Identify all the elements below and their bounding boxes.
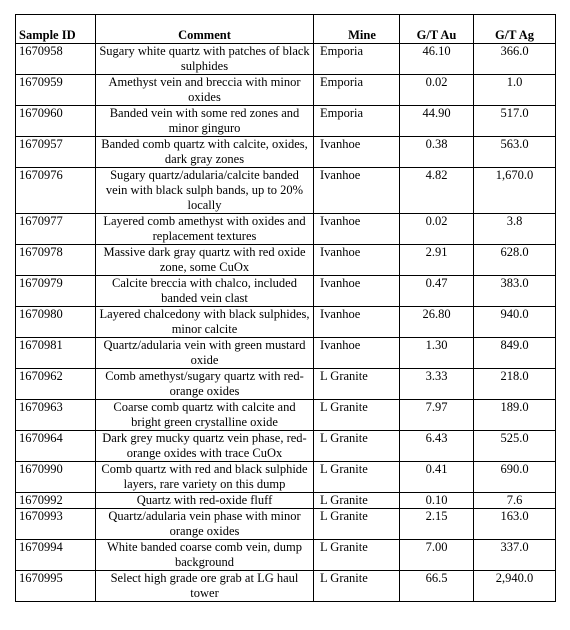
cell-gold-grade: 0.38 <box>400 137 474 168</box>
cell-mine: Ivanhoe <box>314 276 400 307</box>
cell-sample-id: 1670964 <box>16 431 96 462</box>
cell-mine: L Granite <box>314 540 400 571</box>
table-row <box>16 214 556 245</box>
cell-comment: Massive dark gray quartz with red oxide zone, some CuOx <box>96 245 314 276</box>
cell-silver-grade: 2,940.0 <box>474 571 556 602</box>
cell-comment: Quartz with red-oxide fluff <box>96 493 314 509</box>
cell-silver-grade: 690.0 <box>474 462 556 493</box>
table-row <box>16 462 556 493</box>
cell-silver-grade: 3.8 <box>474 214 556 245</box>
cell-mine: L Granite <box>314 571 400 602</box>
table-row <box>16 509 556 540</box>
table-row <box>16 168 556 214</box>
table-row <box>16 276 556 307</box>
cell-comment: Banded vein with some red zones and minor ginguro <box>96 106 314 137</box>
cell-gold-grade: 0.10 <box>400 493 474 509</box>
cell-silver-grade: 218.0 <box>474 369 556 400</box>
cell-comment: Dark grey mucky quartz vein phase, red-orange oxides with trace CuOx <box>96 431 314 462</box>
cell-gold-grade: 0.47 <box>400 276 474 307</box>
cell-mine: L Granite <box>314 493 400 509</box>
cell-gold-grade: 2.15 <box>400 509 474 540</box>
table-body <box>16 44 556 602</box>
table-row <box>16 106 556 137</box>
assay-results-table <box>15 14 556 602</box>
cell-sample-id: 1670957 <box>16 137 96 168</box>
cell-sample-id: 1670959 <box>16 75 96 106</box>
cell-silver-grade: 366.0 <box>474 44 556 75</box>
cell-mine: Emporia <box>314 44 400 75</box>
header-comment: Comment <box>96 15 314 44</box>
cell-gold-grade: 6.43 <box>400 431 474 462</box>
cell-comment: Comb quartz with red and black sulphide layers, rare variety on this dump <box>96 462 314 493</box>
cell-comment: Sugary white quartz with patches of black sulphides <box>96 44 314 75</box>
cell-comment: Amethyst vein and breccia with minor oxides <box>96 75 314 106</box>
cell-comment: Quartz/adularia vein with green mustard oxide <box>96 338 314 369</box>
table-row <box>16 338 556 369</box>
cell-mine: Ivanhoe <box>314 137 400 168</box>
header-gold-grade: G/T Au <box>400 15 474 44</box>
cell-gold-grade: 7.97 <box>400 400 474 431</box>
cell-gold-grade: 4.82 <box>400 168 474 214</box>
table-row <box>16 137 556 168</box>
header-mine: Mine <box>314 15 400 44</box>
cell-silver-grade: 189.0 <box>474 400 556 431</box>
cell-mine: Ivanhoe <box>314 245 400 276</box>
cell-comment: Coarse comb quartz with calcite and bright green crystalline oxide <box>96 400 314 431</box>
cell-gold-grade: 44.90 <box>400 106 474 137</box>
cell-mine: Ivanhoe <box>314 307 400 338</box>
cell-gold-grade: 2.91 <box>400 245 474 276</box>
cell-silver-grade: 517.0 <box>474 106 556 137</box>
cell-sample-id: 1670958 <box>16 44 96 75</box>
cell-silver-grade: 7.6 <box>474 493 556 509</box>
table-header-row <box>16 15 556 44</box>
cell-comment: Sugary quartz/adularia/calcite banded vein with black sulph bands, up to 20% locally <box>96 168 314 214</box>
cell-silver-grade: 628.0 <box>474 245 556 276</box>
cell-comment: Quartz/adularia vein phase with minor orange oxides <box>96 509 314 540</box>
cell-mine: Emporia <box>314 75 400 106</box>
cell-sample-id: 1670990 <box>16 462 96 493</box>
cell-sample-id: 1670994 <box>16 540 96 571</box>
cell-silver-grade: 163.0 <box>474 509 556 540</box>
cell-gold-grade: 0.41 <box>400 462 474 493</box>
cell-sample-id: 1670992 <box>16 493 96 509</box>
cell-silver-grade: 337.0 <box>474 540 556 571</box>
table-row <box>16 400 556 431</box>
table-row <box>16 75 556 106</box>
cell-comment: Select high grade ore grab at LG haul tower <box>96 571 314 602</box>
cell-gold-grade: 26.80 <box>400 307 474 338</box>
header-silver-grade: G/T Ag <box>474 15 556 44</box>
cell-mine: Emporia <box>314 106 400 137</box>
table-row <box>16 493 556 509</box>
header-sample-id: Sample ID <box>16 15 96 44</box>
cell-sample-id: 1670993 <box>16 509 96 540</box>
table-row <box>16 431 556 462</box>
cell-sample-id: 1670978 <box>16 245 96 276</box>
cell-mine: L Granite <box>314 400 400 431</box>
cell-sample-id: 1670995 <box>16 571 96 602</box>
cell-gold-grade: 7.00 <box>400 540 474 571</box>
cell-sample-id: 1670979 <box>16 276 96 307</box>
cell-sample-id: 1670977 <box>16 214 96 245</box>
cell-silver-grade: 1,670.0 <box>474 168 556 214</box>
cell-silver-grade: 525.0 <box>474 431 556 462</box>
cell-silver-grade: 563.0 <box>474 137 556 168</box>
table-row <box>16 307 556 338</box>
cell-comment: Calcite breccia with chalco, included banded vein clast <box>96 276 314 307</box>
cell-silver-grade: 1.0 <box>474 75 556 106</box>
cell-comment: Banded comb quartz with calcite, oxides, dark gray zones <box>96 137 314 168</box>
cell-mine: L Granite <box>314 509 400 540</box>
cell-gold-grade: 1.30 <box>400 338 474 369</box>
cell-mine: L Granite <box>314 431 400 462</box>
cell-gold-grade: 3.33 <box>400 369 474 400</box>
table-row <box>16 44 556 75</box>
cell-comment: White banded coarse comb vein, dump background <box>96 540 314 571</box>
cell-mine: L Granite <box>314 369 400 400</box>
cell-mine: L Granite <box>314 462 400 493</box>
table-row <box>16 540 556 571</box>
cell-sample-id: 1670963 <box>16 400 96 431</box>
cell-gold-grade: 0.02 <box>400 75 474 106</box>
cell-comment: Comb amethyst/sugary quartz with red-orange oxides <box>96 369 314 400</box>
table-row <box>16 245 556 276</box>
table-row <box>16 571 556 602</box>
cell-gold-grade: 46.10 <box>400 44 474 75</box>
cell-gold-grade: 66.5 <box>400 571 474 602</box>
cell-silver-grade: 383.0 <box>474 276 556 307</box>
cell-mine: Ivanhoe <box>314 338 400 369</box>
cell-silver-grade: 940.0 <box>474 307 556 338</box>
cell-sample-id: 1670962 <box>16 369 96 400</box>
cell-sample-id: 1670981 <box>16 338 96 369</box>
cell-mine: Ivanhoe <box>314 168 400 214</box>
cell-sample-id: 1670960 <box>16 106 96 137</box>
cell-sample-id: 1670980 <box>16 307 96 338</box>
cell-sample-id: 1670976 <box>16 168 96 214</box>
cell-comment: Layered comb amethyst with oxides and replacement textures <box>96 214 314 245</box>
cell-mine: Ivanhoe <box>314 214 400 245</box>
cell-gold-grade: 0.02 <box>400 214 474 245</box>
cell-comment: Layered chalcedony with black sulphides, minor calcite <box>96 307 314 338</box>
table-row <box>16 369 556 400</box>
cell-silver-grade: 849.0 <box>474 338 556 369</box>
